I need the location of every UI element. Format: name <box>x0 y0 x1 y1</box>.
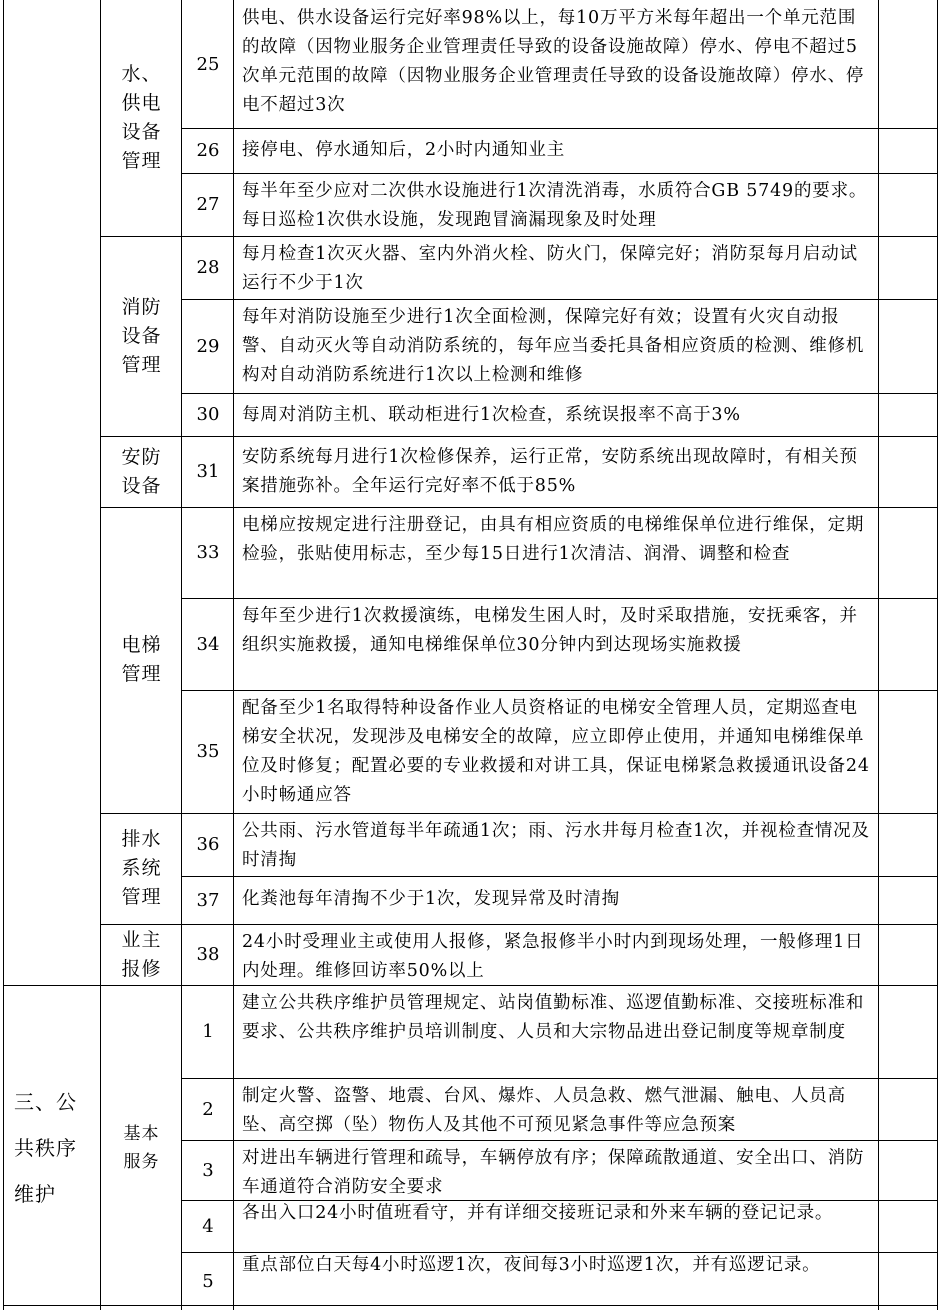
row-text: 化粪池每年清掏不少于1次，发现异常及时清掏 <box>242 889 620 909</box>
grid-line <box>233 0 234 1310</box>
grid-line <box>181 0 182 1310</box>
grid-line <box>100 0 101 1310</box>
row-text: 每半年至少应对二次供水设施进行1次清洗消毒，水质符合GB 5749的要求。每日巡检1次供水设施，发现跑冒滴漏现象及时处理 <box>242 181 868 230</box>
grid-line <box>181 690 938 691</box>
row-number: 3 <box>202 1159 214 1181</box>
grid-line <box>181 1200 938 1201</box>
category-drainage: 排水系统管理 <box>121 828 162 908</box>
grid-line <box>181 1140 938 1141</box>
row-text: 接停电、停水通知后，2小时内通知业主 <box>242 140 566 160</box>
grid-line <box>101 813 938 814</box>
category-security: 安防设备 <box>121 445 162 497</box>
row-number: 37 <box>196 889 220 911</box>
row-text: 供电、供水设备运行完好率98%以上，每10万平方米每年超出一个单元范围的故障（因物业服务企业管理责任导致的设备设施故障）停水、停电不超过5次单元范围的故障（因物业服务企业管理责任导致的设备设施故障）停水、停电不超过3次 <box>242 8 865 115</box>
row-text: 制定火警、盗警、地震、台风、爆炸、人员急救、燃气泄漏、触电、人员高坠、高空掷（坠）物伤人及其他不可预见紧急事件等应急预案 <box>242 1086 846 1135</box>
row-text: 配备至少1名取得特种设备作业人员资格证的电梯安全管理人员，定期巡查电梯安全状况，发现涉及电梯安全的故障，应立即停止使用，并通知电梯维保单位及时修复；配置必要的专业救援和对讲工具，保证电梯紧急救援通讯设备24小时畅通应答 <box>242 698 870 805</box>
row-number: 31 <box>196 461 220 482</box>
grid-line <box>181 299 938 300</box>
grid-line <box>181 598 938 599</box>
row-text: 各出入口24小时值班看守，并有详细交接班记录和外来车辆的登记记录。 <box>242 1203 834 1223</box>
row-number: 1 <box>202 1021 214 1042</box>
row-number: 36 <box>196 834 220 855</box>
grid-line <box>181 128 938 129</box>
grid-line <box>101 436 938 437</box>
grid-line <box>101 924 938 925</box>
category-fire: 消防设备管理 <box>121 295 162 376</box>
grid-line <box>3 0 4 1310</box>
grid-line <box>3 1305 938 1306</box>
row-text: 建立公共秩序维护员管理规定、站岗值勤标准、巡逻值勤标准、交接班标准和要求、公共秩序维护员培训制度、人员和大宗物品进出登记制度等规章制度 <box>242 993 865 1042</box>
row-text: 重点部位白天每4小时巡逻1次，夜间每3小时巡逻1次，并有巡逻记录。 <box>242 1255 821 1275</box>
row-text: 每年对消防设施至少进行1次全面检测，保障完好有效；设置有火灾自动报警、自动灭火等自动消防系统的，每年应当委托具备相应资质的检测、维修机构对自动消防系统进行1次以上检测和维修 <box>242 307 865 385</box>
row-number: 27 <box>196 194 220 215</box>
row-text: 24小时受理业主或使用人报修，紧急报修半小时内到现场处理，一般修理1日内处理。维修回访率50%以上 <box>242 932 864 981</box>
category-elevator: 电梯管理 <box>121 634 162 685</box>
grid-line <box>181 1078 938 1079</box>
row-text: 安防系统每月进行1次检修保养，运行正常，安防系统出现故障时，有相关预案措施弥补。全年运行完好率不低于85% <box>242 447 858 496</box>
row-number: 28 <box>196 257 220 278</box>
row-number: 30 <box>196 404 220 425</box>
grid-line <box>3 985 938 986</box>
row-number: 34 <box>196 633 220 655</box>
row-number: 35 <box>196 741 220 762</box>
row-number: 33 <box>196 542 220 563</box>
grid-line <box>101 236 938 237</box>
section-title: 三、公共秩序维护 <box>14 1089 77 1206</box>
grid-line <box>101 507 938 508</box>
grid-line <box>878 0 879 1310</box>
row-text: 对进出车辆进行管理和疏导，车辆停放有序；保障疏散通道、安全出口、消防车通道符合消防安全要求 <box>242 1148 865 1197</box>
row-number: 38 <box>196 944 220 965</box>
row-number: 2 <box>202 1098 214 1120</box>
row-text: 每年至少进行1次救援演练，电梯发生困人时，及时采取措施，安抚乘客，并组织实施救援，通知电梯维保单位30分钟内到达现场实施救援 <box>242 606 858 655</box>
row-text: 电梯应按规定进行注册登记，由具有相应资质的电梯维保单位进行维保，定期检验，张贴使用标志，至少每15日进行1次清洁、润滑、调整和检查 <box>242 515 865 564</box>
row-text: 公共雨、污水管道每半年疏通1次；雨、污水井每月检查1次，并视检查情况及时清掏 <box>242 821 870 870</box>
grid-line <box>181 393 938 394</box>
grid-line <box>937 0 938 1310</box>
category-basic-service: 基本服务 <box>123 1123 160 1172</box>
grid-line <box>181 876 938 877</box>
row-number: 25 <box>196 53 220 75</box>
category-repair: 业主报修 <box>121 928 162 980</box>
row-text: 每周对消防主机、联动柜进行1次检查，系统误报率不高于3% <box>242 405 741 425</box>
category-water-power: 水、供电设备管理 <box>121 63 162 172</box>
row-number: 29 <box>196 335 220 357</box>
row-number: 5 <box>202 1270 214 1292</box>
row-number: 4 <box>202 1215 214 1237</box>
grid-line <box>181 1252 938 1253</box>
row-text: 每月检查1次灭火器、室内外消火栓、防火门，保障完好；消防泵每月启动试运行不少于1次 <box>242 244 858 293</box>
row-number: 26 <box>196 140 220 161</box>
grid-line <box>181 173 938 174</box>
